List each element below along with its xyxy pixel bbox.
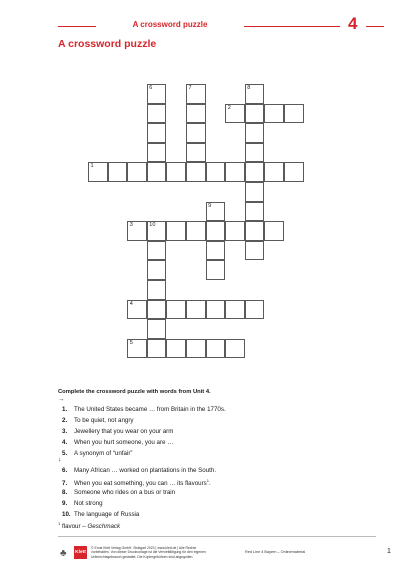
instructions: Complete the crossword puzzle with words from Unit 4. [58,389,211,395]
clue-number: 1 [90,163,94,170]
clue-across-4: 4. When you hurt someone, you are … [62,439,174,446]
crossword-cell[interactable] [147,300,167,320]
crossword-cell[interactable] [206,241,226,261]
crossword-cell[interactable] [264,162,284,182]
crossword-cell[interactable] [147,143,167,163]
crossword-cell[interactable] [147,84,167,104]
crossword-cell[interactable] [245,221,265,241]
crossword-cell[interactable] [186,162,206,182]
crossword-cell[interactable] [186,123,206,143]
crossword-cell[interactable] [245,300,265,320]
crossword-cell[interactable] [245,202,265,222]
crossword-cell[interactable] [108,162,128,182]
crossword-cell[interactable] [264,221,284,241]
crossword-cell[interactable] [206,300,226,320]
clue-number: 8 [247,85,251,91]
crossword-cell[interactable] [186,84,206,104]
footer-rule [58,536,376,537]
crossword-cell[interactable] [186,104,206,124]
footnote: $^1$ flavour – Geschmack [58,521,121,531]
source-note: Red Line 4 Bayern – Onlinematerial [245,550,306,554]
crossword-cell[interactable] [206,260,226,280]
crossword-cell[interactable] [127,339,147,359]
crossword-cell[interactable] [225,221,245,241]
crossword-cell[interactable] [147,104,167,124]
clue-across-1: 1. The United States became … from Britain in the 1770s. [62,406,226,413]
clue-number: 10 [149,222,156,229]
crossword-cell[interactable] [284,162,304,182]
crossword-cell[interactable] [127,162,147,182]
crossword-cell[interactable] [147,339,167,359]
crossword-cell[interactable] [245,84,265,104]
header-rule-end [366,26,384,27]
crossword-cell[interactable] [166,300,186,320]
crossword-cell[interactable] [127,221,147,241]
crossword-cell[interactable] [186,143,206,163]
crossword-cell[interactable] [147,221,167,241]
crossword-cell[interactable] [127,300,147,320]
clue-number: 4 [129,300,133,307]
crossword-cell[interactable] [147,319,167,339]
crossword-cell[interactable] [147,162,167,182]
crossword-cell[interactable] [284,104,304,124]
clue-number: 2 [227,104,231,111]
crossword-cell[interactable] [245,241,265,261]
crossword-cell[interactable] [245,143,265,163]
crossword-cell[interactable] [225,339,245,359]
unit-number: 4 [348,14,358,33]
crossword-cell[interactable] [245,104,265,124]
crossword-cell[interactable] [147,241,167,261]
clue-number: 7 [188,85,192,91]
crossword-cell[interactable] [245,123,265,143]
crossword-cell[interactable] [245,182,265,202]
crossword-cell[interactable] [206,221,226,241]
crossword-cell[interactable] [225,162,245,182]
clue-number: 9 [208,202,212,209]
clue-number: 5 [129,339,133,346]
crossword-cell[interactable] [166,339,186,359]
clue-down-6: 6. Many African … worked on plantations in the South. [62,467,217,474]
crossword-cell[interactable] [206,162,226,182]
crossword-cell[interactable] [186,339,206,359]
crossword-cell[interactable] [225,104,245,124]
publisher-tree-icon: ♣ [60,548,67,559]
crossword-cell[interactable] [166,162,186,182]
crossword-cell[interactable] [225,300,245,320]
clue-number: 6 [149,85,153,91]
clue-across-2: 2. To be quiet, not angry [62,417,134,424]
clue-down-7: 7. When you eat something, you can … its flavours$^1$. [62,478,211,488]
clue-down-10: 10. The language of Russia [62,511,140,518]
header-rule-right [244,26,340,27]
page-number: 1 [387,548,391,555]
crossword-cell[interactable] [264,104,284,124]
crossword-cell[interactable] [245,162,265,182]
crossword-cell[interactable] [186,300,206,320]
crossword-cell[interactable] [147,280,167,300]
crossword-cell[interactable] [166,221,186,241]
clue-down-9: 9. Not strong [62,500,103,507]
down-arrow-icon: ↓ [58,456,62,463]
crossword-cell[interactable] [186,221,206,241]
clue-number: 3 [129,222,133,229]
clue-across-5: 5. A synonym of “unfair” [62,450,133,457]
header-title: A crossword puzzle [132,20,208,29]
crossword-cell[interactable] [147,260,167,280]
crossword-cell[interactable] [206,339,226,359]
page-title: A crossword puzzle [58,38,157,50]
clue-down-8: 8. Someone who rides on a bus or train [62,489,176,496]
across-arrow-icon: → [58,396,65,403]
crossword-cell[interactable] [147,123,167,143]
clue-across-3: 3. Jewellery that you wear on your arm [62,428,174,435]
crossword-cell[interactable] [88,162,108,182]
copyright-notice: © Ernst Klett Verlag GmbH, Stuttgart 2023 | www.klett.de | Alle Rechte vorbehalten. Von dieser Druckvorlage ist die Vervielfältigung für den eigenen Unterrichtsgebrauch gestattet. Die Kopiergebühren sind abgegolten. [91,546,206,559]
publisher-logo: Klett [74,546,87,559]
crossword-cell[interactable] [206,202,226,222]
